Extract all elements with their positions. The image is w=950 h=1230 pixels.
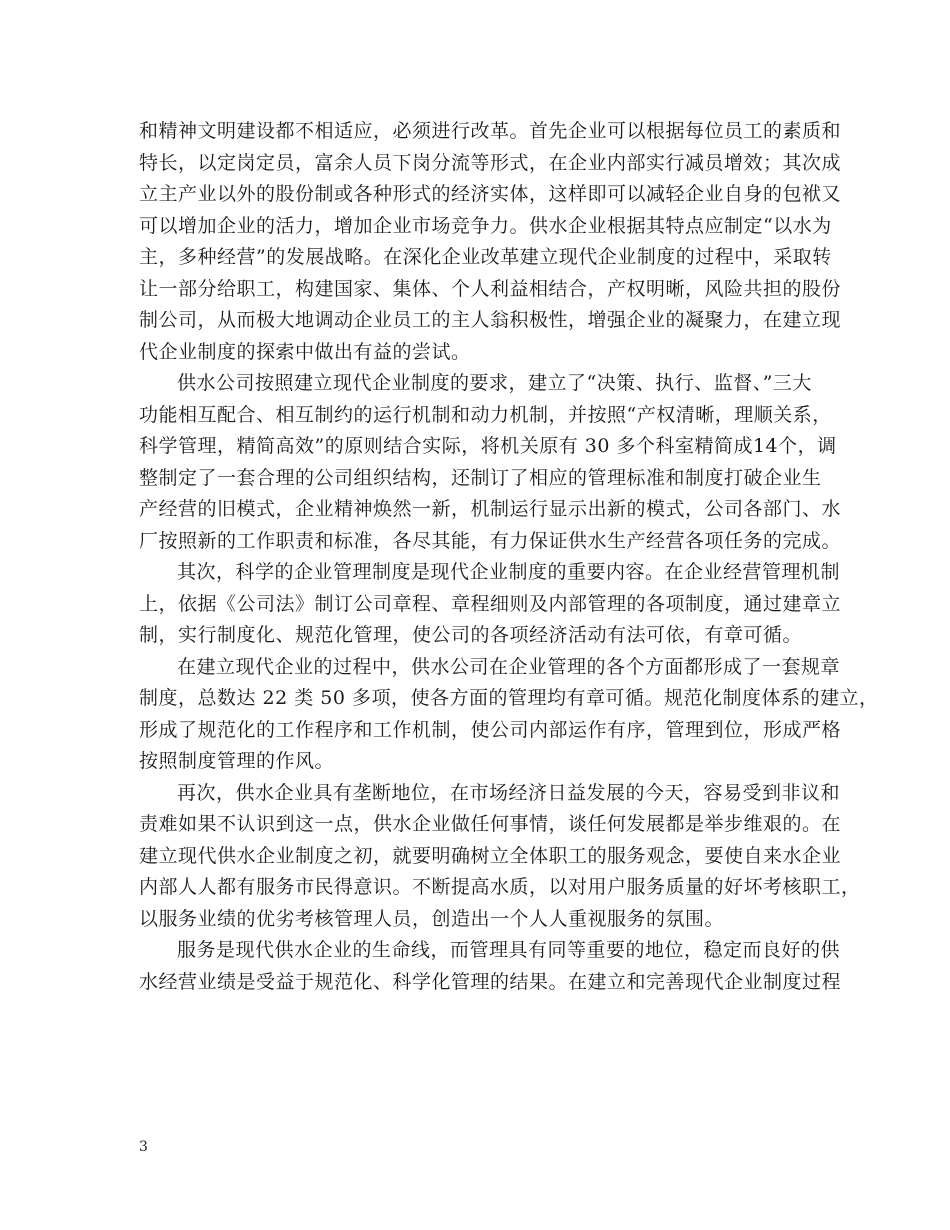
text-line: 按照制度管理的作风。 — [139, 750, 335, 772]
text-line: 上，依据《公司法》制订公司章程、章程细则及内部管理的各项制度，通过建章立 — [139, 592, 842, 615]
text-line: 代企业制度的探索中做出有益的尝试。 — [139, 340, 471, 363]
paragraph-first-line: 在建立现代企业的过程中，供水公司在企业管理的各个方面都形成了一套规章 — [177, 655, 841, 678]
body-text — [139, 116, 879, 998]
text-line: 制，实行制度化、规范化管理，使公司的各项经济活动有法可依，有章可循。 — [139, 624, 803, 646]
text-line: 主，多种经营”的发展战略。在深化企业改革建立现代企业制度的过程中，采取转 — [139, 246, 832, 268]
paragraph-first-line: 再次，供水企业具有垄断地位，在市场经济日益发展的今天，容易受到非议和 — [177, 781, 841, 804]
text-line: 立主产业以外的股份制或各种形式的经济实体，这样即可以减轻企业自身的包袱又 — [139, 183, 842, 205]
text-line: 责难如果不认识到这一点，供水企业做任何事情，谈任何发展都是举步维艰的。在 — [139, 813, 842, 835]
text-line: 建立现代供水企业制度之初，就要明确树立全体职工的服务观念，要使自来水企业 — [139, 844, 842, 867]
text-line: 水经营业绩是受益于规范化、科学化管理的结果。在建立和完善现代企业制度过程 — [139, 970, 842, 993]
paragraph-first-line: 供水公司按照建立现代企业制度的要求，建立了“决策、执行、监督、”三大 — [177, 372, 812, 394]
text-line: 制度，总数达 22 类 50 多项，使各方面的管理均有章可循。规范化制度体系的建立， — [139, 687, 879, 709]
text-line: 以服务业绩的优劣考核管理人员，创造出一个人人重视服务的氛围。 — [139, 907, 725, 930]
text-line: 特长，以定岗定员，富余人员下岗分流等形式，在企业内部实行减员增效；其次成 — [139, 151, 842, 174]
text-line: 科学管理，精简高效”的原则结合实际，将机关原有 30 多个科室精简成14个，调 — [139, 435, 837, 457]
text-line: 形成了规范化的工作程序和工作机制，使公司内部运作有序，管理到位，形成严格 — [139, 718, 842, 741]
text-line: 厂按照新的工作职责和标准，各尽其能，有力保证供水生产经营各项任务的完成。 — [139, 529, 842, 552]
paragraph-first-line: 服务是现代供水企业的生命线，而管理具有同等重要的地位，稳定而良好的供 — [177, 939, 841, 961]
text-line: 功能相互配合、相互制约的运行机制和动力机制，并按照“产权清晰，理顺关系， — [139, 403, 832, 426]
text-line: 产经营的旧模式，企业精神焕然一新，机制运行显示出新的模式，公司各部门、水 — [139, 498, 842, 520]
text-line: 可以增加企业的活力，增加企业市场竞争力。供水企业根据其特点应制定“以水为 — [139, 214, 832, 237]
text-line: 制公司，从而极大地调动企业员工的主人翁积极性，增强企业的凝聚力，在建立现 — [139, 309, 842, 331]
text-line: 整制定了一套合理的公司组织结构，还制订了相应的管理标准和制度打破企业生 — [139, 466, 822, 489]
text-line: 让一部分给职工，构建国家、集体、个人利益相结合，产权明晰，风险共担的股份 — [139, 277, 842, 300]
page-number: 3 — [139, 1139, 148, 1155]
text-line: 和精神文明建设都不相适应，必须进行改革。首先企业可以根据每位员工的素质和 — [139, 120, 842, 142]
paragraph-first-line: 其次，科学的企业管理制度是现代企业制度的重要内容。在企业经营管理机制 — [177, 561, 841, 583]
text-line: 内部人人都有服务市民得意识。不断提高水质，以对用户服务质量的好坏考核职工， — [139, 876, 861, 898]
